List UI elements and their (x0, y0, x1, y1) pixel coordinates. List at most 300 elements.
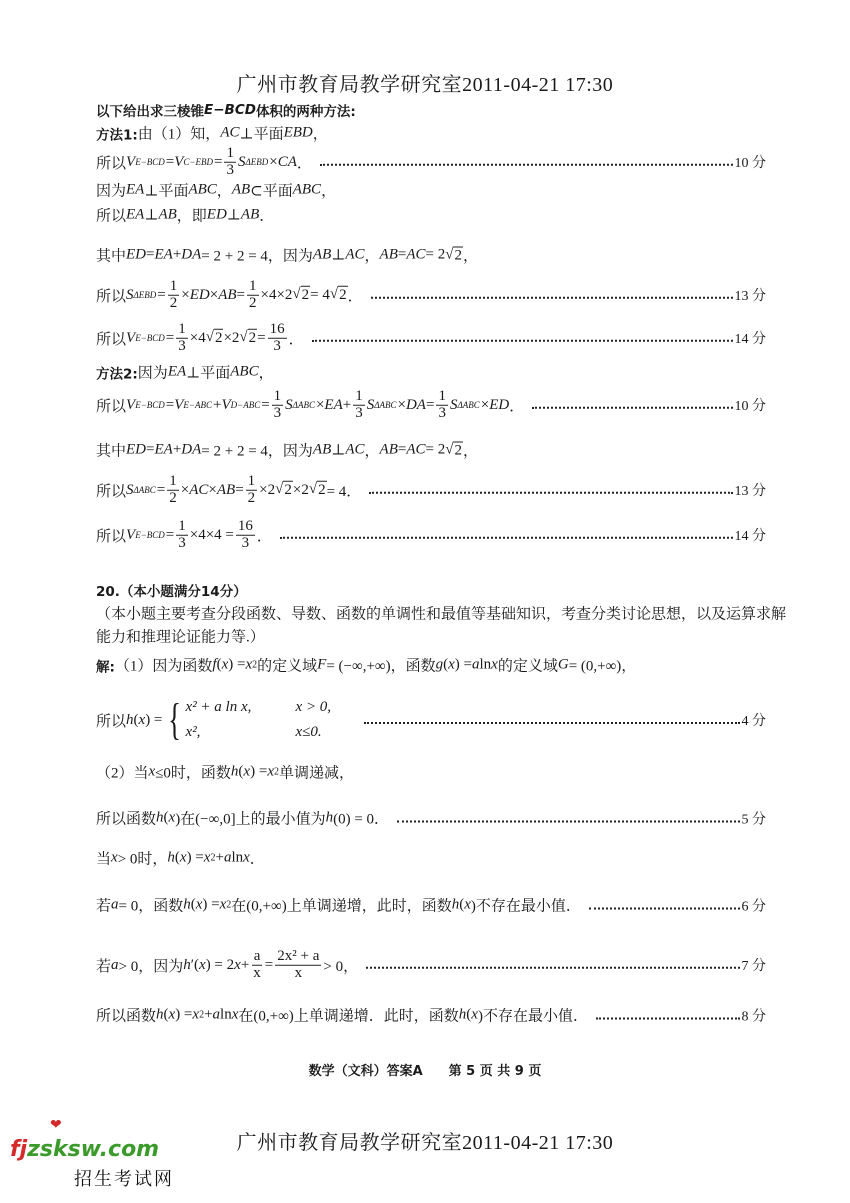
text: ． (288, 331, 304, 348)
numerator: 1 (178, 320, 186, 337)
text: = 2 (425, 246, 446, 263)
math-var: AC (220, 124, 240, 141)
answer-line (96, 279, 766, 312)
math-var: h (458, 1006, 467, 1023)
line-content (96, 474, 361, 507)
text: ， (462, 443, 478, 460)
line-content (96, 519, 272, 552)
denominator: 3 (273, 404, 282, 421)
text: （2）当 (96, 765, 149, 782)
numerator: 1 (247, 472, 256, 489)
text: × (480, 396, 490, 413)
math-var: V (174, 153, 184, 170)
math-var: AC (345, 246, 365, 263)
radicand: 2 (454, 442, 462, 458)
radical-sign: √ (445, 441, 454, 457)
text: 单调递减， (278, 765, 354, 782)
text: ( (133, 711, 139, 728)
text: ⊥ (331, 247, 346, 264)
logo-site-name-green: zsksw.com (27, 1137, 160, 1162)
text: ) = (202, 896, 220, 913)
fraction (268, 322, 287, 355)
denominator: 3 (273, 337, 281, 354)
radical-sign: √ (292, 286, 301, 302)
text: × (208, 481, 217, 498)
answer-line (96, 100, 766, 120)
line-content (96, 180, 336, 201)
subscript: E−BCD (135, 157, 165, 167)
text: ． (347, 288, 363, 305)
math-var: x (219, 896, 227, 913)
square-root (445, 441, 463, 459)
text: ( (466, 1006, 472, 1023)
fraction (224, 146, 236, 179)
radical-sign: √ (329, 286, 339, 302)
math-var: EA (126, 206, 145, 223)
text: = (264, 956, 274, 973)
line-content (96, 762, 354, 783)
text: 所以 (96, 483, 127, 500)
math-var: x (148, 763, 156, 780)
text: ) = (228, 656, 246, 673)
text: ⊥ (226, 207, 241, 224)
text: ⊥平面 (144, 183, 189, 200)
fraction (251, 949, 263, 982)
math-var: a (111, 956, 119, 973)
radicand: 2 (284, 482, 292, 498)
math-var: S (237, 153, 246, 170)
text: 以下给出求三棱锥 (96, 104, 204, 120)
text: （本小题主要考查分段函数、导数、函数的单调性和最值等基础知识，考查分类讨论思想，以及运算求解 (96, 606, 787, 623)
line-content (96, 655, 636, 676)
text: 所以 (96, 331, 127, 348)
dot-leader (589, 907, 740, 909)
math-var: V (126, 526, 136, 543)
math-var: x (448, 656, 455, 673)
math-var: x (168, 1006, 176, 1023)
page-header: 广州市教育局教学研究室2011-04-21 17:30 (236, 74, 614, 96)
math-var: x (243, 763, 251, 780)
text: ( (174, 849, 180, 866)
text: 的定义域 (257, 658, 318, 675)
text: = (146, 246, 155, 263)
answer-line (96, 603, 787, 624)
math-var: AB (216, 481, 236, 498)
text: ， (216, 183, 232, 200)
text: × (315, 396, 325, 413)
math-var: EBD (283, 124, 313, 141)
text: ． (249, 851, 265, 868)
math-var: S (126, 481, 134, 498)
score-points: 13 分 (734, 484, 766, 499)
answer-line (96, 762, 766, 783)
math-var: x (221, 656, 229, 673)
radicand: 2 (301, 287, 310, 303)
case-condition: x≤0. (295, 724, 322, 740)
math-var: x (179, 849, 187, 866)
answer-line (96, 949, 766, 982)
math-var: h (156, 1006, 164, 1023)
text: ×4 (189, 329, 206, 346)
line-content (96, 603, 786, 624)
line-content (96, 1005, 588, 1026)
math-var: V (221, 396, 231, 413)
text: 所以 (96, 208, 127, 225)
math-var: AB (231, 181, 251, 198)
subscript: E−BCD (135, 333, 165, 343)
text: ， (364, 248, 380, 265)
line-content (96, 895, 581, 916)
text: 的定义域 (497, 658, 558, 675)
superscript: 2 (226, 899, 232, 911)
math-var: AB (379, 441, 398, 458)
brace: { (168, 695, 182, 744)
denominator: 3 (178, 534, 186, 551)
radicand: 2 (454, 247, 462, 263)
numerator: 1 (226, 144, 234, 161)
superscript: 2 (199, 1009, 205, 1021)
text: + (172, 246, 182, 263)
fraction (247, 279, 259, 312)
math-var: g (435, 656, 444, 673)
line-content (96, 580, 247, 600)
subscript: ΔEBD (133, 290, 157, 300)
text: + (240, 956, 250, 973)
math-var: AB (312, 441, 332, 458)
math-var: AB (218, 286, 237, 303)
text: ⊥平面 (239, 126, 284, 143)
answer-line (96, 655, 766, 676)
answer-line (96, 519, 766, 552)
text: = (257, 329, 266, 346)
text: ) = (186, 849, 204, 866)
text: 其中 (96, 248, 127, 265)
math-var: h (156, 809, 164, 826)
math-var: ED (126, 246, 147, 263)
line-content (96, 949, 358, 982)
text: = (165, 526, 175, 543)
text: ( (443, 656, 449, 673)
dot-leader (312, 340, 733, 342)
answer-line (96, 580, 766, 600)
text: = 4 (310, 286, 330, 303)
text: 在(0,+∞)上单调递增，此时，函数 (231, 898, 452, 915)
text: （1）因为函数 (114, 658, 213, 675)
radicand: 2 (318, 482, 326, 498)
score-points: 7 分 (741, 959, 766, 974)
text: ×2 (223, 329, 240, 346)
line-content (96, 695, 356, 744)
dot-leader (280, 537, 733, 539)
cases (186, 699, 356, 741)
answer-line (96, 180, 766, 201)
denominator: 2 (249, 294, 257, 311)
math-var: h (451, 896, 460, 913)
radical-sign: √ (275, 481, 284, 497)
math-var: S (126, 286, 134, 303)
denominator: 2 (169, 294, 178, 311)
math-var: x (195, 896, 203, 913)
math-var: x (491, 656, 498, 673)
line-content (96, 389, 524, 422)
math-var: EA (154, 246, 173, 263)
piecewise-function (164, 695, 355, 744)
math-var: AB (240, 206, 260, 223)
numerator: 1 (438, 387, 446, 404)
text: ) = (175, 1006, 193, 1023)
text: ( (163, 809, 169, 826)
math-var: EA (126, 181, 145, 198)
answer-line (96, 626, 766, 647)
math-var: AB (158, 206, 177, 223)
text: ． (509, 398, 525, 415)
text: 所以 (96, 288, 127, 305)
score-points: 4 分 (741, 714, 766, 729)
text: ×4×4 = (189, 526, 234, 543)
line-content (96, 362, 274, 383)
text: 所以 (96, 713, 127, 730)
subscript: ΔABC (457, 400, 480, 410)
text: × (180, 481, 190, 498)
text: 体积的两种方法: (255, 104, 356, 120)
answer-line (96, 695, 766, 744)
math-var: h (126, 711, 134, 728)
text: = (165, 153, 175, 170)
text: ln (479, 656, 492, 673)
math-var: x (267, 763, 274, 780)
square-root (292, 286, 310, 304)
text: ， (321, 183, 337, 200)
text: ×2 (259, 481, 276, 498)
math-var: ABC (188, 181, 217, 198)
dot-leader (371, 297, 733, 299)
math-var: DA (405, 396, 426, 413)
text: 所以函数 (96, 811, 157, 828)
text: )在(−∞,0]上的最小值为 (175, 811, 326, 828)
line-content (96, 848, 265, 869)
line-content (96, 205, 274, 226)
line-content (96, 626, 265, 647)
superscript: 2 (210, 852, 216, 864)
numerator: 1 (249, 277, 257, 294)
text: = 2 + 2 = 4，因为 (201, 443, 313, 460)
line-content (96, 146, 312, 179)
dot-leader (320, 164, 733, 166)
text: ×2 (292, 481, 309, 498)
subscript: ΔABC (133, 485, 156, 495)
math-var: h (183, 896, 191, 913)
text: 当 (96, 851, 112, 868)
subscript: C−EBD (183, 157, 213, 167)
text: )不存在最小值． (477, 1008, 588, 1025)
math-var: AB (312, 246, 332, 263)
text: = (146, 441, 155, 458)
text: ． (259, 208, 275, 225)
text: 因为 (96, 183, 127, 200)
math-var: S (285, 396, 293, 413)
math-var: ED (126, 441, 147, 458)
subscript: E−BCD (135, 530, 165, 540)
text: ⊂平面 (250, 183, 293, 200)
text: ln (220, 1006, 232, 1023)
radical-sign: √ (308, 481, 318, 497)
text: ×4×2 (260, 286, 293, 303)
numerator: 2x² + a (277, 947, 320, 964)
math-var: V (174, 396, 184, 413)
answer-line (96, 808, 766, 829)
case-expression: x² + a ln x, (185, 699, 252, 715)
math-var: h (183, 956, 191, 973)
math-var: F (317, 656, 327, 673)
answer-line (96, 895, 766, 916)
square-root (445, 246, 463, 264)
math-var: CA (277, 153, 297, 170)
answer-line (96, 389, 766, 422)
line-content (96, 100, 356, 120)
dot-leader (397, 820, 739, 822)
math-var: a (111, 896, 119, 913)
fraction (275, 949, 321, 982)
text: 由（1）知， (137, 126, 221, 143)
text: ) = (250, 763, 268, 780)
text: + (204, 1006, 213, 1023)
text: × (209, 286, 219, 303)
math-var: x (231, 1006, 239, 1023)
text: = (156, 481, 166, 498)
text: = 0，函数 (118, 898, 184, 915)
math-var: a (223, 849, 232, 866)
answer-line (96, 440, 766, 461)
math-var: a (212, 1006, 221, 1023)
radicand: 2 (248, 330, 257, 346)
text: = (397, 246, 407, 263)
answer-line (96, 1005, 766, 1026)
math-var: V (126, 396, 136, 413)
text: ( (190, 896, 196, 913)
math-var: ED (206, 206, 227, 223)
text: 其中 (96, 443, 127, 460)
math-var: x (203, 849, 211, 866)
numerator: 1 (169, 277, 178, 294)
fraction (436, 389, 448, 422)
radicand: 2 (339, 287, 347, 303)
math-var: x (168, 809, 176, 826)
subscript: ΔEBD (245, 157, 269, 167)
denominator: 3 (355, 404, 363, 421)
dot-leader (532, 407, 732, 409)
math-var: x (245, 656, 253, 673)
text: ≤0时，函数 (155, 765, 231, 782)
answer-line (96, 848, 766, 869)
math-var: EA (154, 441, 173, 458)
score-points: 5 分 (741, 812, 766, 827)
method-label: 解: (96, 659, 115, 675)
text: = (−∞,+∞)，函数 (326, 658, 436, 675)
math-var: ED (489, 396, 510, 413)
square-root (330, 286, 348, 304)
fraction (272, 389, 284, 422)
score-points: 13 分 (734, 289, 766, 304)
text: 若 (96, 958, 112, 975)
text: = 2 + 2 = 4，因为 (201, 248, 313, 265)
text: = (236, 286, 245, 303)
text: = 2 (425, 441, 446, 458)
numerator: 1 (178, 517, 186, 534)
score-points: 10 分 (734, 156, 766, 171)
score-points: 10 分 (734, 399, 766, 414)
dot-leader (366, 967, 739, 969)
text: × (269, 153, 278, 170)
math-var: f (212, 656, 217, 673)
math-var: AC (406, 441, 426, 458)
square-root (309, 481, 327, 499)
text: ． (296, 155, 312, 172)
numerator: 16 (269, 320, 285, 337)
math-var: V (126, 329, 136, 346)
math-var: h (325, 809, 334, 826)
score-points: 8 分 (741, 1009, 766, 1024)
answer-line (96, 205, 766, 226)
text: = (157, 286, 166, 303)
math-var: ED (189, 286, 210, 303)
text: ln (231, 849, 244, 866)
math-var: EA (324, 396, 343, 413)
subscript: D−ABC (230, 400, 261, 410)
text: ⊥ (144, 207, 159, 224)
text: + (212, 396, 222, 413)
denominator: x (294, 964, 303, 981)
superscript: 2 (273, 766, 279, 778)
math-var: S (449, 396, 458, 413)
text: 所以 (96, 155, 127, 172)
text: ⊥ (331, 442, 346, 459)
math-var: x (471, 1006, 478, 1023)
text: ) = (145, 711, 163, 728)
answer-line (96, 322, 766, 355)
line-content (96, 279, 363, 312)
text: = (165, 329, 175, 346)
math-var: S (366, 396, 375, 413)
denominator: 3 (241, 534, 250, 551)
page-footer (0, 1060, 850, 1079)
footer-subject: 数学（文科）答案A (308, 1064, 423, 1079)
text: ， (364, 443, 380, 460)
text: 所以 (96, 398, 127, 415)
text: > 0，因为 (118, 958, 184, 975)
numerator: 16 (237, 517, 253, 534)
text: ( (216, 656, 222, 673)
answer-line (96, 146, 766, 179)
numerator: 1 (169, 472, 177, 489)
text: (0) = 0． (333, 811, 390, 828)
text: = (261, 396, 270, 413)
math-var: a (472, 656, 480, 673)
text: ( (163, 1006, 169, 1023)
text: + (342, 396, 352, 413)
text: 所以 (96, 528, 127, 545)
math-var: x (234, 956, 241, 973)
answer-line (96, 474, 766, 507)
text: ． (256, 528, 272, 545)
math-var: x (138, 711, 146, 728)
text: )不存在最小值． (470, 898, 581, 915)
text: = (235, 481, 244, 498)
text: = (213, 153, 223, 170)
math-var: x (199, 956, 206, 973)
math-var: h (167, 849, 175, 866)
math-var: ABC (230, 363, 259, 380)
logo-site-name (10, 1138, 159, 1162)
